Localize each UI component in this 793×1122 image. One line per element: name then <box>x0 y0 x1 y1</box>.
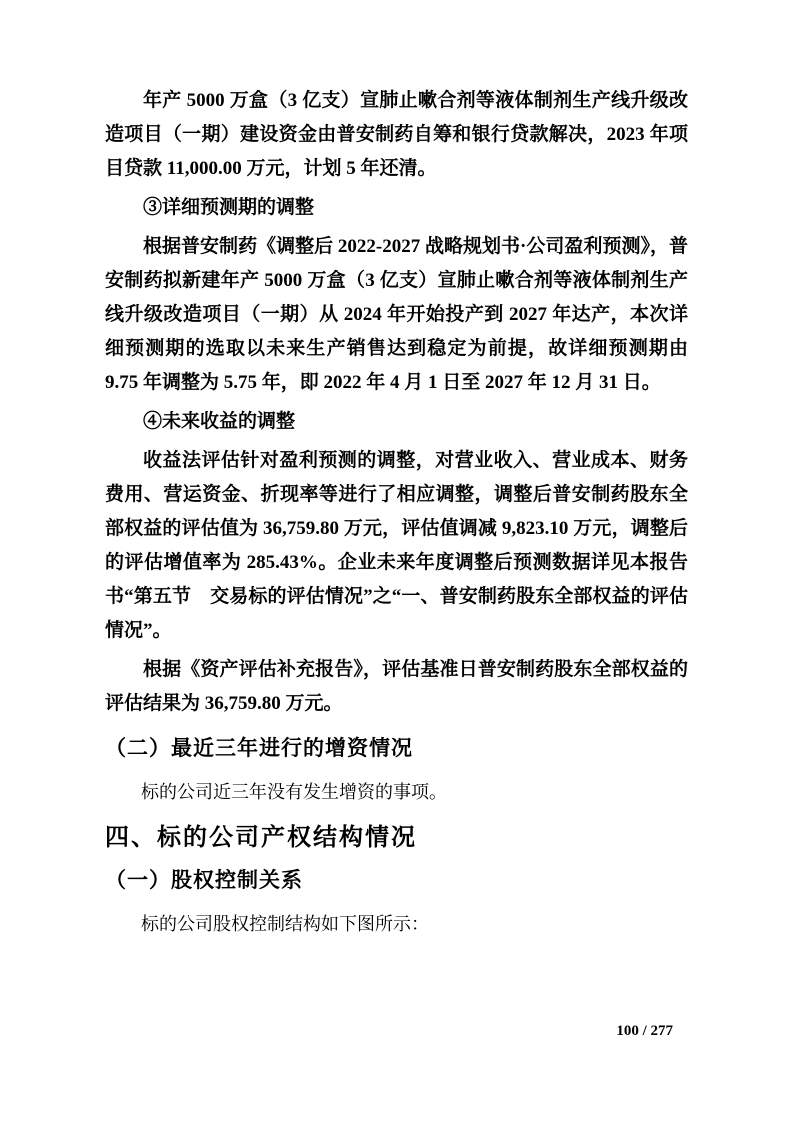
section-heading-capital-increase: （二）最近三年进行的增资情况 <box>105 737 413 760</box>
paragraph-equity-chart-intro: 标的公司股权控制结构如下图所示： <box>141 914 429 934</box>
page-number: 100 / 277 <box>616 1023 673 1039</box>
section-heading-equity-control: （一）股权控制关系 <box>105 869 303 892</box>
subheading-future-income-adjustment: ④未来收益的调整 <box>143 411 296 432</box>
subheading-forecast-period-adjustment: ③详细预测期的调整 <box>143 197 315 218</box>
chapter-heading-ownership-structure: 四、标的公司产权结构情况 <box>105 824 417 851</box>
paragraph-forecast-period-detail: 根据普安制药《调整后 2022-2027 战略规划书·公司盈利预测》，普安制药拟新建年产 5000 万盒（3 亿支）宣肺止嗽合剂等液体制剂生产线升级改造项目（一期）从 2024 年开始投产到 2027 年达产，本次详细预测期的选取以未来生产销售达到稳定为前提，故详细预测期由 9.75 年调整为 5.75 年，即 2022 年 4 月 1 日至 2027 年 12 月 31 日。 <box>105 236 688 393</box>
paragraph-income-adjustment-detail: 收益法评估针对盈利预测的调整，对营业收入、营业成本、财务费用、营运资金、折现率等进行了相应调整，调整后普安制药股东全部权益的评估值为 36,759.80 万元，评估值调减 9,823.10 万元，调整后的评估增值率为 285.43%。企业未来年度调整后预测数据详见本报告书“第五节 交易标的评估情况”之“一、普安制药股东全部权益的评估情况”。 <box>105 450 688 641</box>
paragraph-no-capital-increase: 标的公司近三年没有发生增资的事项。 <box>141 782 447 802</box>
paragraph-project-funding: 年产 5000 万盒（3 亿支）宣肺止嗽合剂等液体制剂生产线升级改造项目（一期）建设资金由普安制药自筹和银行贷款解决，2023 年项目贷款 11,000.00 万元，计划 5 年还清。 <box>105 90 688 179</box>
document-body <box>105 84 688 946</box>
paragraph-supplement-report: 根据《资产评估补充报告》，评估基准日普安制药股东全部权益的评估结果为 36,759.80 万元。 <box>105 659 688 714</box>
